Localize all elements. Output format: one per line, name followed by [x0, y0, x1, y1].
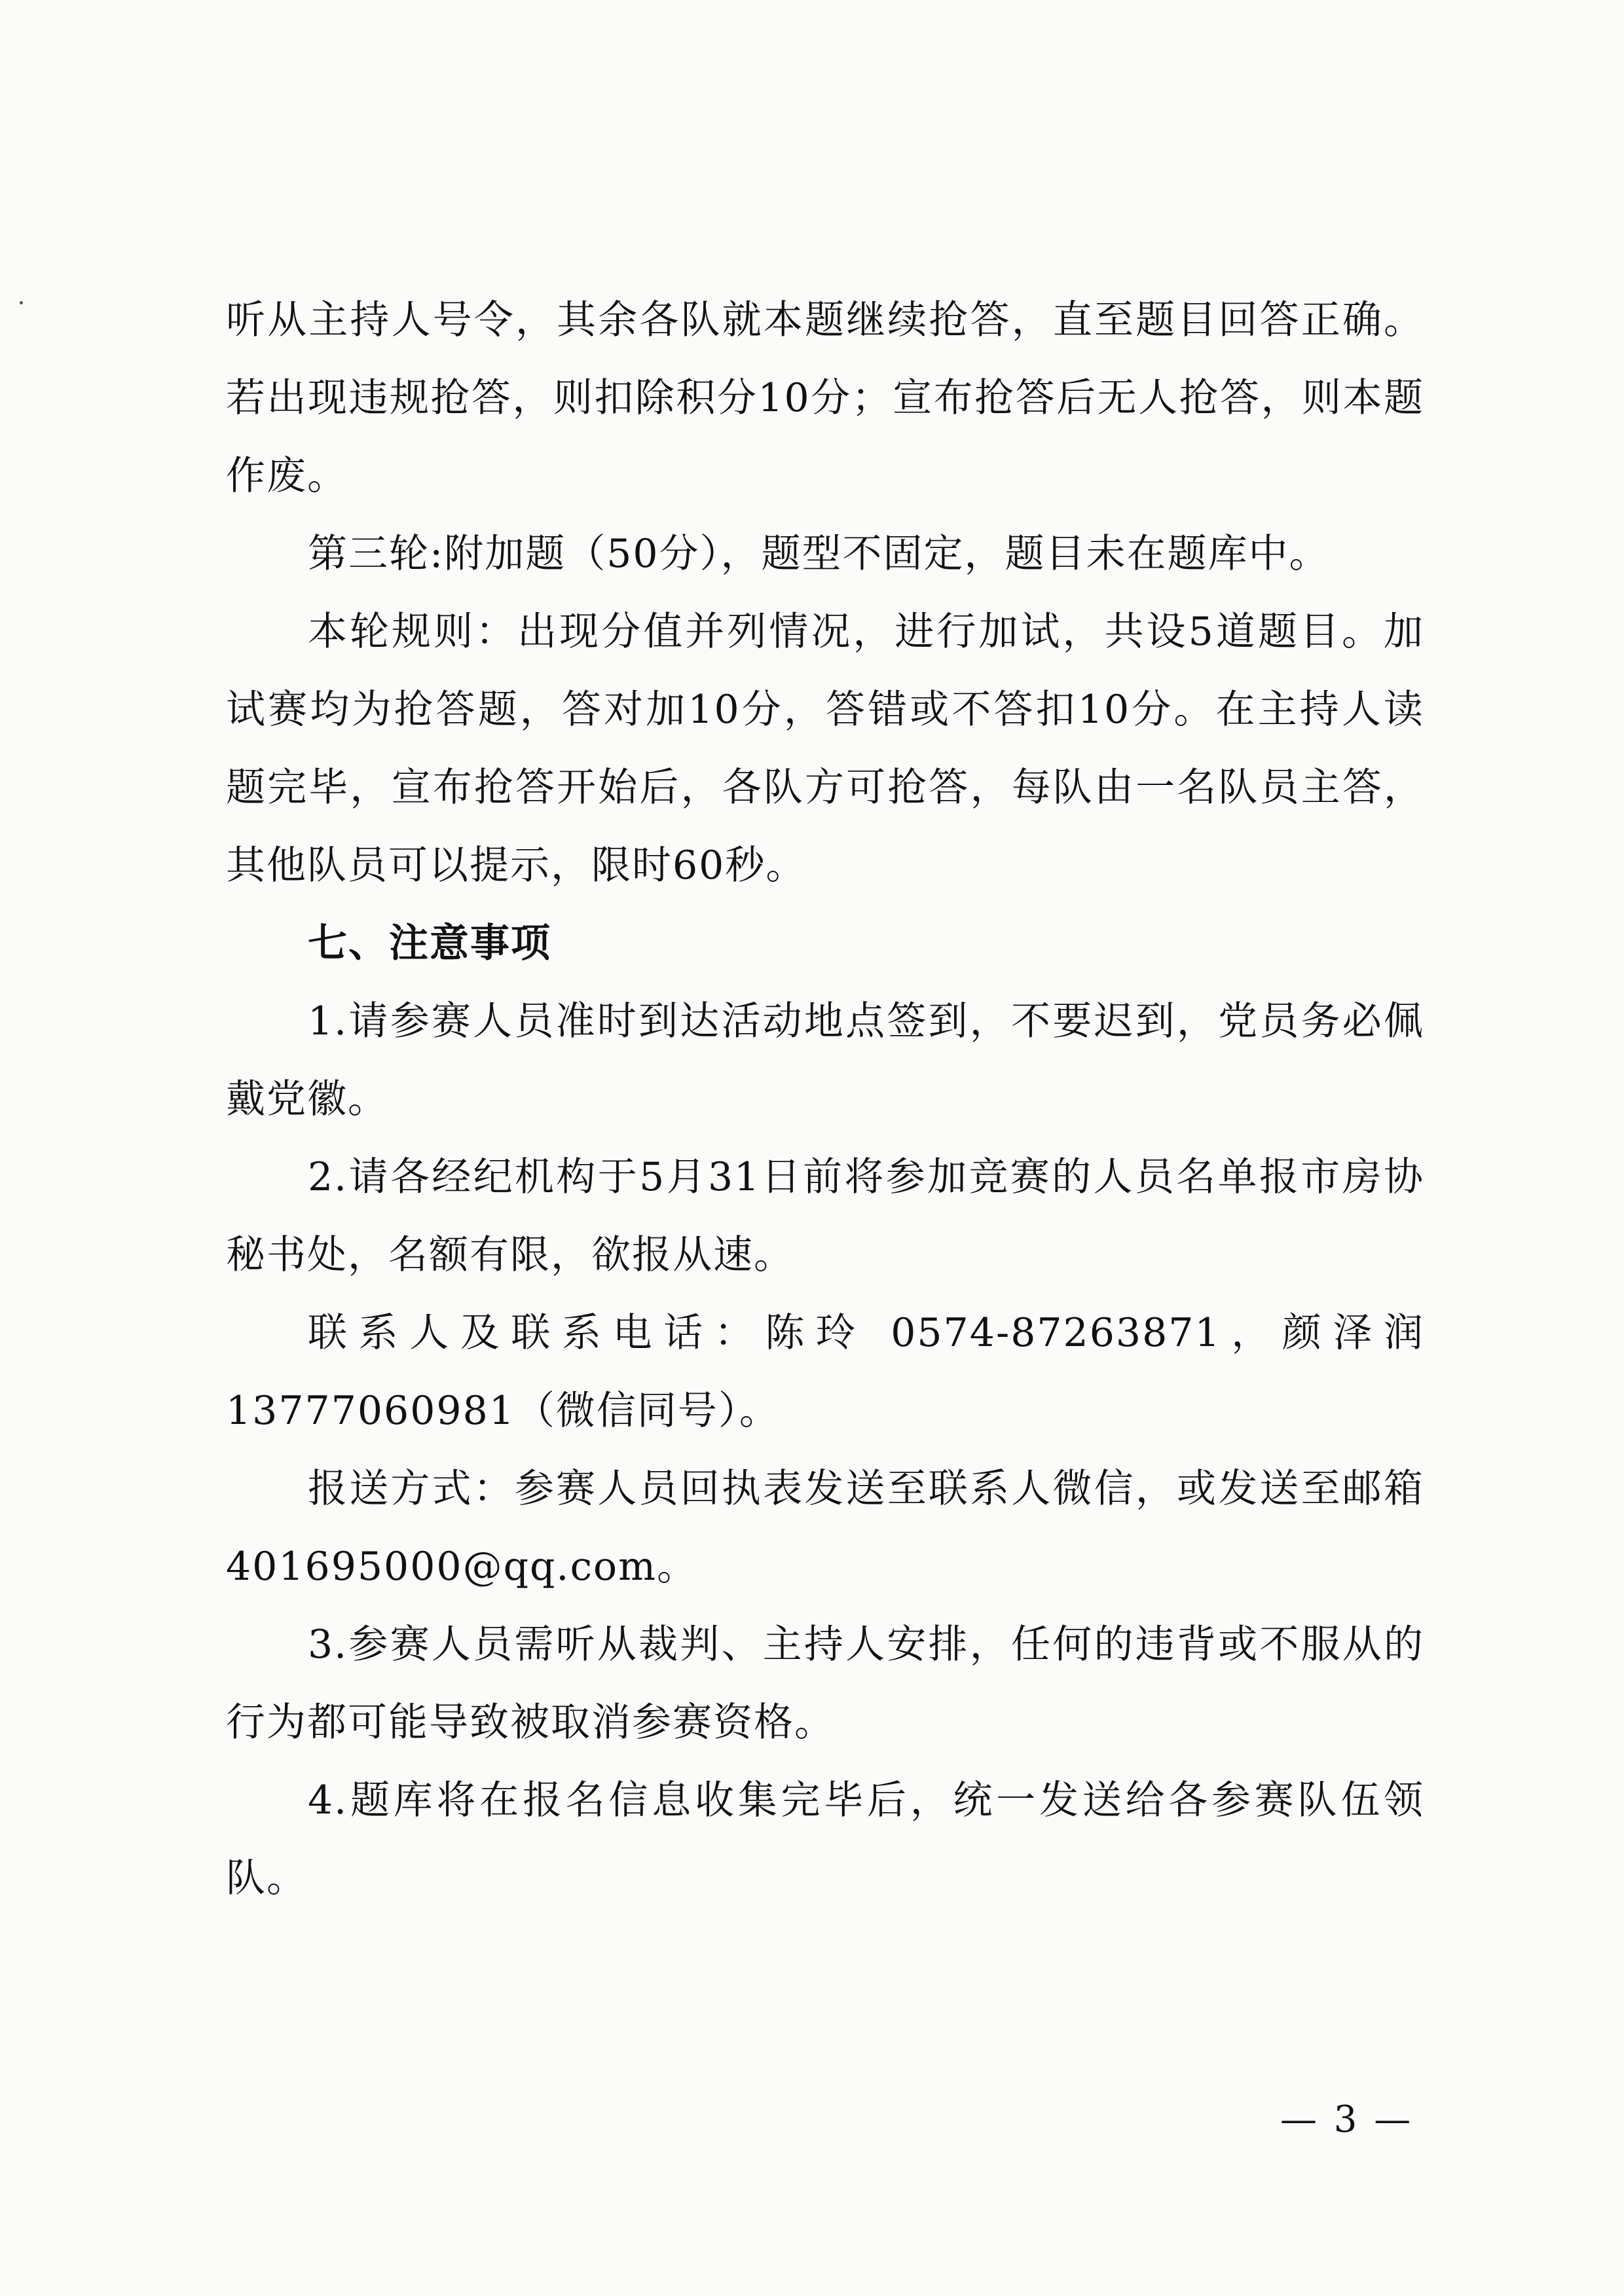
document-body: [226, 282, 1424, 1918]
paragraph-round-three: 第三轮:附加题（50分），题型不固定，题目未在题库中。: [308, 531, 1330, 577]
paragraph-note-1: 1.请参赛人员准时到达活动地点签到，不要迟到，党员务必佩戴党徽。: [226, 998, 1424, 1122]
paragraph-note-2: 2.请各经纪机构于5月31日前将参加竞赛的人员名单报市房协秘书处，名额有限，欲报从速。: [226, 1154, 1424, 1278]
scan-speck: [20, 301, 23, 304]
paragraph-note-4: 4.题库将在报名信息收集完毕后，统一发送给各参赛队伍领队。: [226, 1777, 1424, 1901]
paragraph-note-3: 3.参赛人员需听从裁判、主持人安排，任何的违背或不服从的行为都可能导致被取消参赛资格。: [226, 1622, 1424, 1745]
paragraph-contact: 联系人及联系电话：陈玲 0574-87263871，颜泽润13777060981（微信同号）。: [226, 1310, 1424, 1434]
paragraph-round-rules: 本轮规则：出现分值并列情况，进行加试，共设5道题目。加试赛均为抢答题，答对加10分，答错或不答扣10分。在主持人读题完毕，宣布抢答开始后，各队方可抢答，每队由一名队员主答，其他队员可以提示，限时60秒。: [226, 609, 1424, 888]
section-heading-notes: 七、注意事项: [308, 920, 551, 966]
paragraph-continuation: 听从主持人号令，其余各队就本题继续抢答，直至题目回答正确。若出现违规抢答，则扣除积分10分；宣布抢答后无人抢答，则本题作废。: [226, 297, 1424, 499]
paragraph-submission: 报送方式：参赛人员回执表发送至联系人微信，或发送至邮箱401695000@qq.com。: [226, 1466, 1424, 1590]
page-number: — 3 —: [1280, 2098, 1414, 2141]
